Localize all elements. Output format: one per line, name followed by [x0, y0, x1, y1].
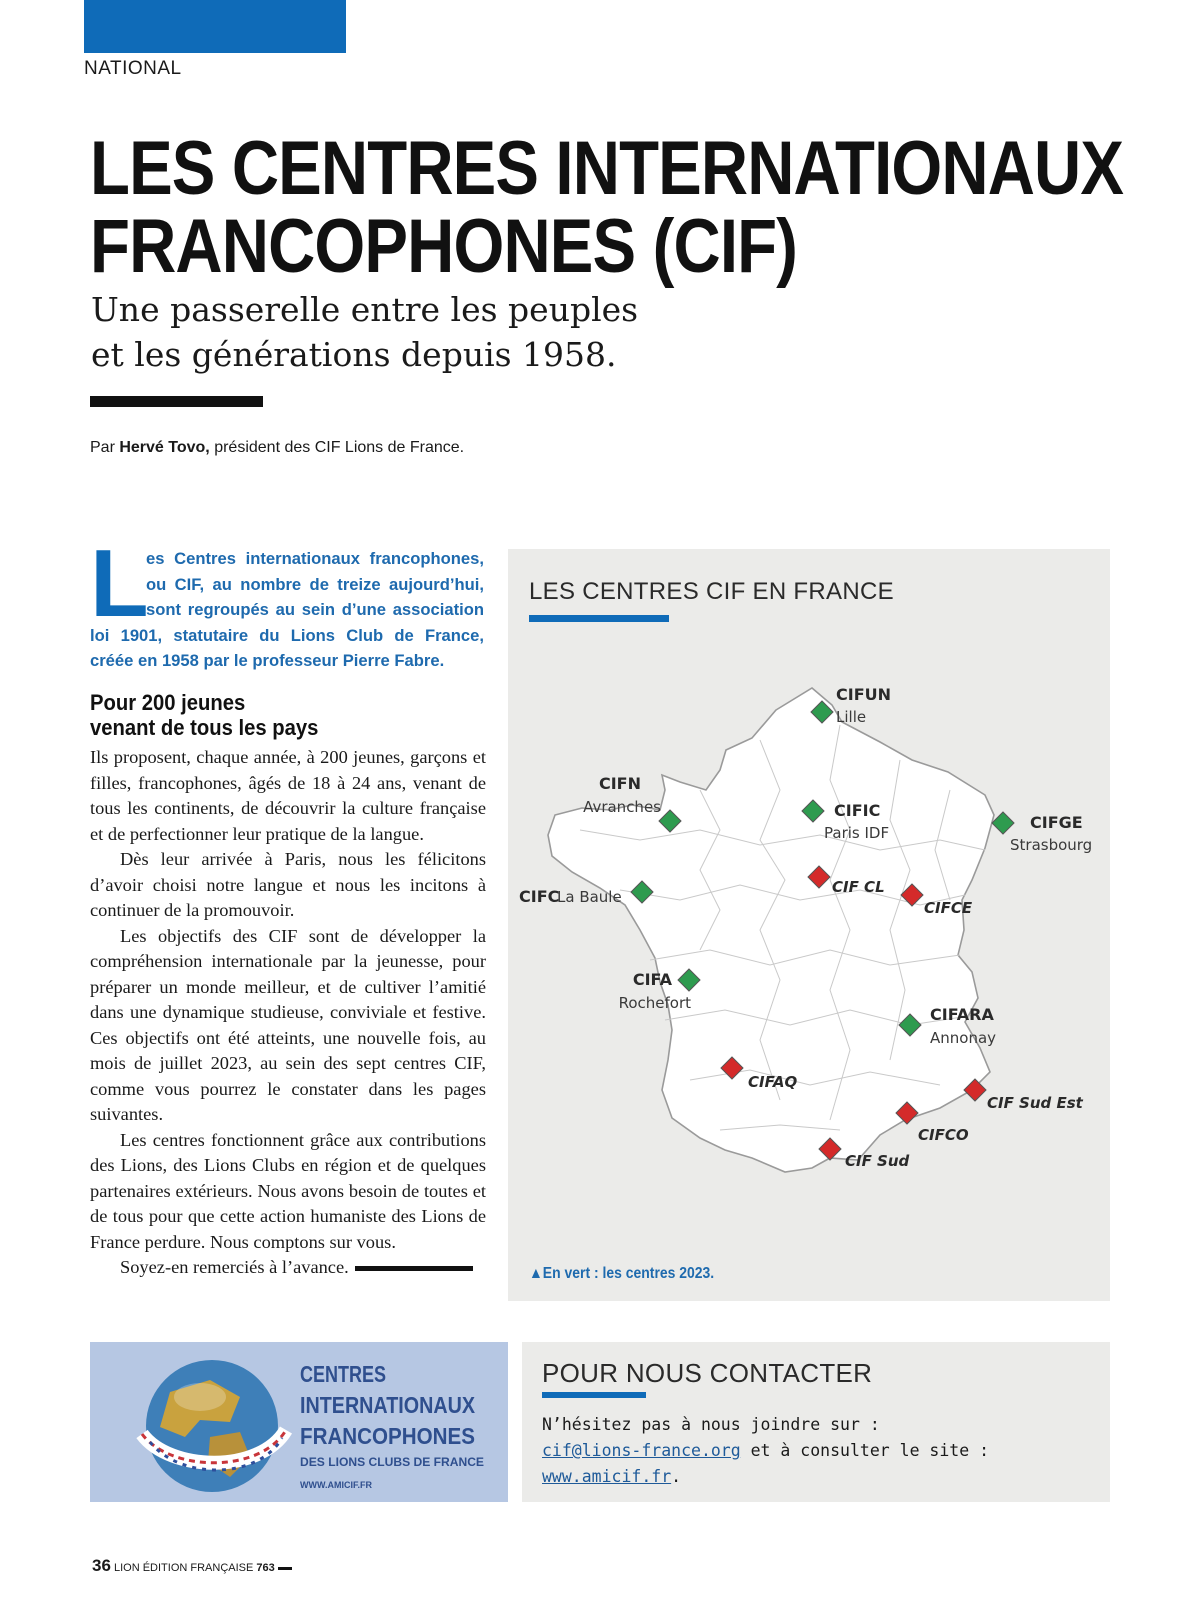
- lead-text: es Centres internationaux francophones, ou CIF, au nombre de treize aujourd’hui, sont regroupés au sein d’une association loi 1901, statutaire du Lions Club de France, créée en 1958 par le professeur Pierre Fabre.: [90, 549, 484, 670]
- lead-paragraph: [90, 530, 484, 674]
- label-cif-sud: CIF Sud: [845, 1152, 910, 1170]
- title-line-1: LES CENTRES INTERNATIONAUX: [90, 126, 1124, 211]
- logo-line-3: FRANCOPHONES: [300, 1423, 475, 1449]
- logo-line-1: CENTRES: [300, 1361, 386, 1387]
- end-mark: [355, 1266, 473, 1271]
- byline-suffix: président des CIF Lions de France.: [209, 439, 465, 456]
- france-outline: [548, 688, 997, 1172]
- subheading-line-2: venant de tous les pays: [90, 715, 319, 740]
- map-caption: ▲En vert : les centres 2023.: [529, 1265, 715, 1282]
- cif-logo: [90, 1342, 508, 1502]
- title-line-2: FRANCOPHONES (CIF): [90, 204, 798, 289]
- marker-cifge: [992, 812, 1014, 834]
- drop-cap: L: [90, 530, 149, 637]
- byline-author: Hervé Tovo,: [119, 439, 210, 456]
- subtitle-line-2: et les générations depuis 1958.: [91, 335, 617, 374]
- title-rule: [90, 396, 263, 407]
- city-annonay: Annonay: [930, 1029, 997, 1047]
- footer-rule: [278, 1567, 292, 1570]
- label-cifn: CIFN: [598, 774, 641, 793]
- logo-line-2: INTERNATIONAUX: [300, 1392, 476, 1418]
- label-cifc: CIFC: [519, 887, 560, 906]
- label-cifco: CIFCO: [918, 1126, 969, 1144]
- label-cif-cl: CIF CL: [832, 878, 885, 896]
- article-body: [90, 745, 486, 1281]
- byline-prefix: Par: [90, 439, 120, 456]
- body-paragraph-last: [90, 1255, 486, 1281]
- label-cifa: CIFA: [632, 970, 672, 989]
- section-label: NATIONAL: [84, 58, 182, 79]
- logo-url: WWW.AMICIF.FR: [300, 1480, 372, 1490]
- city-paris-idf: Paris IDF: [824, 824, 890, 842]
- contact-email-link[interactable]: cif@lions-france.org: [542, 1441, 741, 1460]
- contact-title: POUR NOUS CONTACTER: [542, 1358, 873, 1388]
- contact-website-link[interactable]: www.amicif.fr: [542, 1467, 672, 1486]
- city-rochefort: Rochefort: [618, 994, 691, 1012]
- subtitle-line-1: Une passerelle entre les peuples: [91, 290, 639, 329]
- city-strasbourg: Strasbourg: [1010, 836, 1093, 854]
- contact-text: [542, 1412, 1102, 1490]
- label-cif-sud-est: CIF Sud Est: [987, 1094, 1083, 1112]
- cif-logo-graphic: [90, 1342, 508, 1502]
- label-cifaq: CIFAQ: [748, 1073, 798, 1091]
- contact-end: .: [671, 1467, 682, 1486]
- city-la-baule: La Baule: [557, 888, 622, 906]
- publication-name: LION ÉDITION FRANÇAISE: [113, 1562, 254, 1574]
- body-paragraph: Les centres fonctionnent grâce aux contributions des Lions, des Lions Clubs en région et de quelques partenaires extérieurs. Nous avons besoin de toutes et de tous pour que cette action humaniste des Lions de France perdure. Nous comptons sur vous.: [90, 1129, 486, 1252]
- subheading: [90, 690, 318, 740]
- body-paragraph: Les objectifs des CIF sont de développer la compréhension internationale par la jeunesse, pour préparer un monde meilleur, et de cultiver l’amitié dans une dynamique studieuse, conviviale et festive. Ces objectifs ont été atteints, une nouvelle fois, au mois de juillet 2023, au sein des sept centres CIF, comme vous pourrez le constater dans les pages suivantes.: [90, 925, 486, 1124]
- subtitle: [91, 287, 638, 377]
- body-paragraph: Ils proposent, chaque année, à 200 jeunes, garçons et filles, francophones, âgés de 18 à 24 ans, venant de tous les continents, de découvrir la culture française et de perfectionner leur pratique de la langue.: [90, 747, 486, 844]
- page-number: 36: [92, 1556, 111, 1575]
- issue-number: 763: [256, 1562, 275, 1574]
- body-paragraph: Dès leur arrivée à Paris, nous les félicitons d’avoir choisi notre langue et nous les incitons à continuer de la promouvoir.: [90, 849, 486, 920]
- globe-icon: [142, 1360, 286, 1492]
- label-cifge: CIFGE: [1030, 813, 1083, 832]
- label-cifara: CIFARA: [930, 1005, 994, 1024]
- page-footer: [92, 1556, 292, 1576]
- subheading-line-1: Pour 200 jeunes: [90, 690, 246, 715]
- map-title: LES CENTRES CIF EN FRANCE: [529, 578, 894, 605]
- label-cifce: CIFCE: [924, 899, 973, 917]
- contact-intro: N’hésitez pas à nous joindre sur :: [542, 1415, 880, 1434]
- byline: [90, 439, 464, 457]
- contact-mid-text: et à consulter le site :: [740, 1441, 990, 1460]
- contact-title-rule: [542, 1392, 646, 1398]
- france-map: [508, 549, 1110, 1301]
- label-cifun: CIFUN: [836, 685, 892, 704]
- city-lille: Lille: [836, 708, 867, 726]
- label-cific: CIFIC: [834, 801, 881, 820]
- logo-line-4: DES LIONS CLUBS DE FRANCE: [300, 1455, 484, 1469]
- closing-sentence: Soyez-en remerciés à l’avance.: [120, 1257, 349, 1277]
- top-color-bar: [84, 0, 346, 53]
- page-title: [90, 126, 1124, 289]
- city-avranches: Avranches: [583, 798, 661, 816]
